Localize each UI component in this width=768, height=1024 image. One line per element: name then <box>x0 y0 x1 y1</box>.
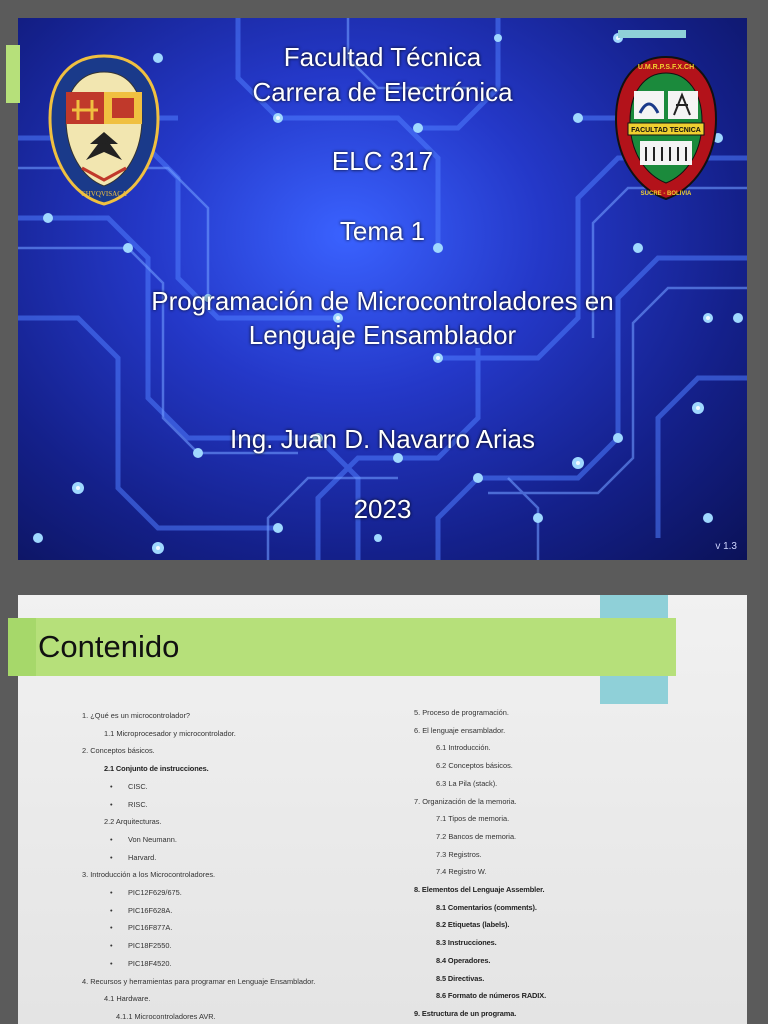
contents-item-text: 8.5 Directivas. <box>436 973 485 983</box>
contents-item-text: 6. El lenguaje ensamblador. <box>414 725 506 735</box>
university-seal-city-text: CHVQVISACA <box>81 190 127 198</box>
bullet-icon <box>110 800 128 809</box>
contents-item-text: 6.2 Conceptos básicos. <box>436 761 513 771</box>
contents-item-text: 7.1 Tipos de memoria. <box>436 814 510 824</box>
contents-item-text: PIC16F877A. <box>128 923 173 933</box>
contents-item-text: 2.1 Conjunto de instrucciones. <box>104 764 209 774</box>
contents-item <box>82 866 315 884</box>
contents-item-text: 4. Recursos y herramientas para programar en Lenguaje Ensamblador. <box>82 976 316 986</box>
contents-item <box>414 916 546 934</box>
contents-item-text: PIC12F629/675. <box>128 888 182 898</box>
slide-accent-bar-left-2 <box>8 618 36 676</box>
author-name: Ing. Juan D. Navarro Arias <box>230 424 535 454</box>
contents-item-text: 2.2 Arquitecturas. <box>104 817 162 827</box>
slide-title: Contenido <box>38 629 180 664</box>
bullet-icon <box>110 959 128 968</box>
contents-item-text: 5. Proceso de programación. <box>414 708 509 717</box>
contents-item <box>414 757 546 775</box>
contents-item-text: 8.4 Operadores. <box>436 955 491 965</box>
contents-item <box>82 778 315 796</box>
contents-slide[interactable] <box>18 595 747 1024</box>
contents-item <box>82 919 315 937</box>
contents-item <box>414 828 546 846</box>
contents-item-text: Harvard. <box>128 852 157 862</box>
contents-item <box>82 1008 315 1024</box>
contents-item <box>82 796 315 814</box>
bullet-icon <box>110 782 128 791</box>
contents-item <box>82 849 315 867</box>
contents-item <box>82 813 315 831</box>
contents-left-column <box>82 707 315 1024</box>
contents-item <box>82 760 315 778</box>
version-label: v 1.3 <box>715 541 737 552</box>
contents-item-text: 8.2 Etiquetas (labels). <box>436 920 510 930</box>
year: 2023 <box>353 494 412 524</box>
faculty-name: Facultad Técnica <box>283 42 482 72</box>
contents-item <box>414 739 546 757</box>
contents-item <box>414 952 546 970</box>
faculty-seal-logo <box>610 53 722 203</box>
bullet-icon <box>110 835 128 844</box>
contents-item <box>414 987 546 1005</box>
contents-item-text: 4.1.1 Microcontroladores AVR. <box>116 1011 216 1021</box>
contents-item-text: 7. Organización de la memoria. <box>414 796 517 806</box>
contents-item-text: 1. ¿Qué es un microcontrolador? <box>82 711 191 720</box>
contents-item <box>414 793 546 811</box>
topic-title-line1: Programación de Microcontroladores en <box>151 286 614 316</box>
contents-item <box>82 884 315 902</box>
contents-item-text: Von Neumann. <box>128 834 177 844</box>
contents-item <box>82 937 315 955</box>
contents-item-text: 6.3 La Pila (stack). <box>436 778 498 788</box>
bullet-icon <box>110 853 128 862</box>
contents-item-text: PIC18F4520. <box>128 958 172 968</box>
contents-item <box>414 722 546 740</box>
contents-item <box>414 899 546 917</box>
contents-item-text: 8.3 Instrucciones. <box>436 938 497 948</box>
contents-item-text: 9. Estructura de un programa. <box>414 1008 517 1018</box>
contents-item <box>414 1005 546 1023</box>
contents-item-text: 2. Conceptos básicos. <box>82 746 155 756</box>
contents-item-text: 8. Elementos del Lenguaje Assembler. <box>414 885 545 895</box>
contents-item <box>414 810 546 828</box>
contents-item <box>414 704 546 722</box>
contents-item <box>414 775 546 793</box>
course-code: ELC 317 <box>331 146 434 176</box>
faculty-seal-banner-text: FACULTAD TECNICA <box>631 127 701 134</box>
contents-item <box>82 990 315 1008</box>
contents-item <box>414 881 546 899</box>
contents-item-text: PIC16F628A. <box>128 905 173 915</box>
contents-item <box>82 707 315 725</box>
contents-item <box>82 831 315 849</box>
bullet-icon <box>110 906 128 915</box>
topic-title-line2: Lenguaje Ensamblador <box>248 320 517 350</box>
contents-item-text: 1.1 Microprocesador y microcontrolador. <box>104 728 236 738</box>
contents-item <box>414 846 546 864</box>
contents-item-text: 7.3 Registros. <box>436 849 482 859</box>
contents-item-text: RISC. <box>128 799 148 809</box>
contents-item-text: PIC18F2550. <box>128 941 172 951</box>
contents-item <box>82 973 315 991</box>
contents-item-text: CISC. <box>128 781 148 791</box>
contents-item <box>414 863 546 881</box>
contents-item <box>414 934 546 952</box>
contents-item-text: 8.1 Comentarios (comments). <box>436 902 537 912</box>
contents-item <box>414 970 546 988</box>
contents-item <box>82 902 315 920</box>
contents-item <box>82 725 315 743</box>
contents-item-text: 7.4 Registro W. <box>436 867 487 877</box>
contents-item-text: 4.1 Hardware. <box>104 994 151 1004</box>
career-name: Carrera de Electrónica <box>252 77 513 107</box>
contents-item-text: 8.6 Formato de números RADIX. <box>436 991 547 1001</box>
contents-right-column <box>414 704 546 1023</box>
slide-accent-bar-top <box>618 30 686 38</box>
contents-item-text: 6.1 Introducción. <box>436 743 491 753</box>
bullet-icon <box>110 941 128 950</box>
faculty-seal-top-text: U.M.R.P.S.F.X.CH <box>637 64 695 71</box>
faculty-seal-bottom-text: SUCRE - BOLIVIA <box>640 191 692 197</box>
contents-item <box>82 955 315 973</box>
contents-item-text: 3. Introducción a los Microcontroladores. <box>82 870 216 880</box>
bullet-icon <box>110 923 128 932</box>
topic-number: Tema 1 <box>339 216 426 246</box>
contents-item <box>82 742 315 760</box>
bullet-icon <box>110 888 128 897</box>
contents-item-text: 7.2 Bancos de memoria. <box>436 831 517 841</box>
